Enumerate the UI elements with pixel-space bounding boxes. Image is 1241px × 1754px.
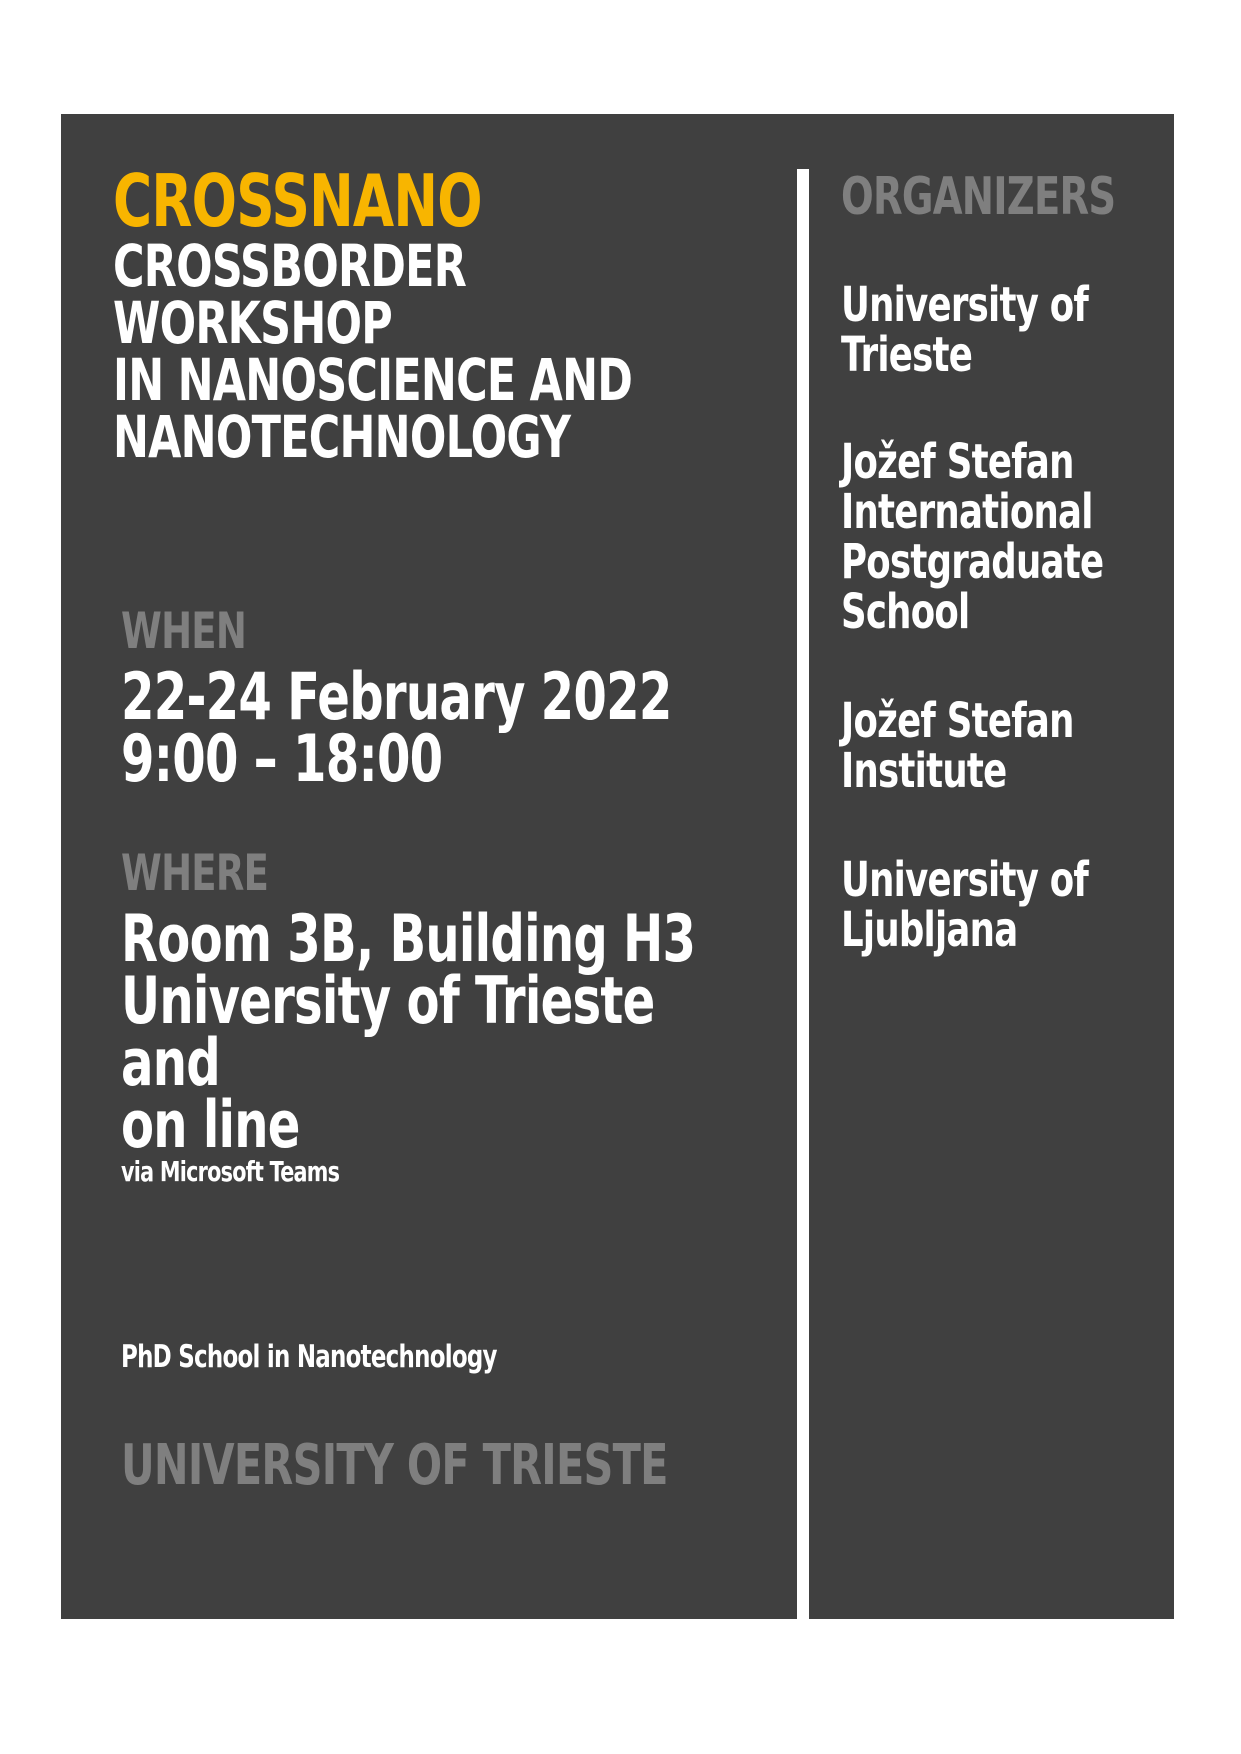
venue-line: University of Trieste bbox=[121, 964, 655, 1039]
event-date: 22-24 February 2022 bbox=[121, 660, 672, 735]
organizer-line: Postgraduate bbox=[841, 534, 1104, 590]
organizers-heading: ORGANIZERS bbox=[841, 167, 1116, 227]
organizer-line: School bbox=[841, 584, 970, 640]
where-section bbox=[121, 844, 897, 1188]
phd-school-label: PhD School in Nanotechnology bbox=[121, 1339, 497, 1375]
organizer-line: Jožef Stefan bbox=[841, 434, 1074, 490]
when-label: WHEN bbox=[121, 602, 247, 660]
subtitle-line: NANOTECHNOLOGY bbox=[113, 403, 571, 471]
venue-line: Room 3B, Building H3 bbox=[121, 902, 696, 977]
organizer-item bbox=[841, 434, 1196, 640]
title-block bbox=[113, 159, 815, 471]
university-footer: UNIVERSITY OF TRIESTE bbox=[121, 1433, 668, 1498]
event-time: 9:00 – 18:00 bbox=[121, 722, 443, 797]
subtitle-line: CROSSBORDER bbox=[113, 232, 467, 300]
organizer-line: University of bbox=[841, 852, 1089, 908]
organizer-line: Ljubljana bbox=[841, 902, 1018, 958]
organizer-line: Institute bbox=[841, 743, 1007, 799]
subtitle-line: WORKSHOP bbox=[113, 289, 392, 357]
organizer-line: International bbox=[841, 484, 1093, 540]
organizer-line: Trieste bbox=[841, 327, 973, 383]
top-connector-bar bbox=[797, 114, 809, 169]
online-note: via Microsoft Teams bbox=[121, 1155, 340, 1188]
where-label: WHERE bbox=[121, 844, 269, 902]
organizer-item bbox=[841, 277, 1175, 383]
organizer-item bbox=[841, 693, 1155, 799]
organizer-item bbox=[841, 852, 1175, 958]
event-title: CROSSNANO bbox=[113, 159, 482, 243]
subtitle-line: IN NANOSCIENCE AND bbox=[113, 346, 633, 414]
when-section bbox=[121, 602, 865, 797]
venue-line: on line bbox=[121, 1088, 300, 1163]
venue-line: and bbox=[121, 1026, 220, 1101]
organizer-line: Jožef Stefan bbox=[841, 693, 1074, 749]
organizer-line: University of bbox=[841, 277, 1089, 333]
